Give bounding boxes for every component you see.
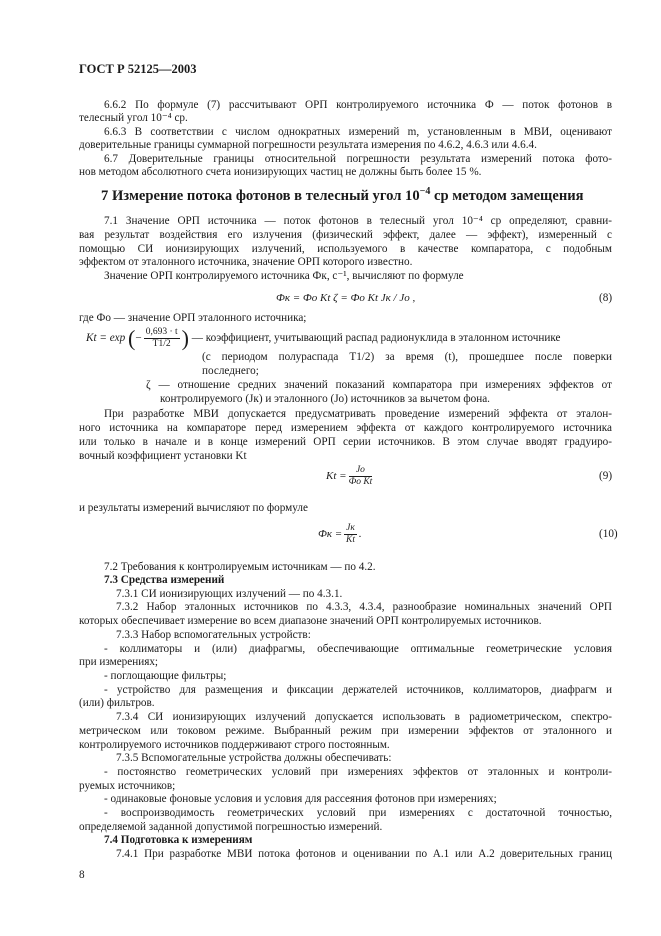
paragraph-7-3-2-line1: 7.3.2 Набор эталонных источников по 4.3.3, 4.3.4, разнообразие номинальных значений ОРП [116, 601, 612, 613]
bullet-holder-device-line2: (или) фильтров. [79, 697, 155, 709]
bullet-collimators-line2: при измерениях; [79, 656, 159, 668]
standard-header: ГОСТ Р 52125—2003 [79, 62, 197, 76]
bullet-filters: - поглощающие фильтры; [104, 670, 227, 682]
mvi-paragraph-line1: При разработке МВИ допускается предусматривать проведение измерений эффекта от эталон- [104, 408, 612, 420]
kt-formula-lhs: Kt = exp [86, 332, 126, 345]
equation-9-num: Jо [349, 465, 373, 477]
kt-fraction-num: 0,693 · t [145, 327, 178, 337]
zeta-definition-line2: контролируемого (Jк) и эталонного (Jо) источников за вычетом фона. [160, 393, 490, 405]
paragraph-6-6-2-line2: телесный угол 10⁻⁴ ср. [79, 112, 188, 124]
kt-fraction [144, 327, 180, 350]
equation-10-lhs: Фк = [318, 528, 343, 541]
equation-10-tail: . [358, 528, 362, 541]
paragraph-6-6-3-line1: 6.6.3 В соответствии с числом однократных измерений m, установленным в МВИ, оценивают [104, 126, 612, 138]
bullet-reproducibility-line2: определяемой заданной допустимой погрешностью измерений. [79, 821, 383, 833]
paragraph-7-3-2-line2: которых обеспечивает измерение во всем диапазоне значений ОРП контролируемых источников. [79, 615, 542, 627]
paragraph-6-7-line1: 6.7 Доверительные границы относительной погрешности результата измерений потока фото- [104, 153, 612, 165]
page-number: 8 [79, 869, 85, 881]
paragraph-7-3-4-line1: 7.3.4 СИ ионизирующих излучений допускается использовать в радиометрическом, спектро- [116, 711, 612, 723]
equation-10-number: (10) [599, 528, 618, 540]
paragraph-7-3-4-line3: контролируемого источников поддерживают строго постоянным. [79, 739, 390, 751]
paragraph-7-1-line1: 7.1 Значение ОРП источника — поток фотонов в телесный угол 10⁻⁴ ср определяют, сравни- [104, 215, 612, 227]
equation-10-den: Kt [346, 535, 355, 545]
subsection-7-3-title: 7.3 Средства измерений [104, 574, 225, 586]
bullet-background-conditions: - одинаковые фоновые условия и условия для рассеяния фотонов при измерениях; [104, 793, 497, 805]
bullet-reproducibility-line1: - воспроизводимость геометрических условий при измерениях с достаточной точностью, [104, 807, 612, 819]
zeta-definition-line1: ζ — отношение средних значений показаний компаратора при измерениях эффектов от [146, 379, 612, 391]
equation-9-den: Фо Kt [348, 477, 373, 487]
paragraph-6-6-2-line1: 6.6.2 По формуле (7) рассчитывают ОРП контролируемого источника Ф — поток фотонов в [104, 99, 612, 111]
equation-8-number: (8) [599, 292, 613, 304]
bullet-geometry-constancy-line1: - постоянство геометрических условий при измерениях эффектов от эталонных и контроли- [104, 766, 612, 778]
equation-9-lhs: Kt = [326, 470, 347, 483]
results-line: и результаты измерений вычисляют по формуле [79, 502, 308, 514]
paragraph-7-3-5: 7.3.5 Вспомогательные устройства должны обеспечивать: [116, 752, 392, 764]
paragraph-7-3-4-line2: метрическом или токовом режиме. Выбранный режим при измерении эффектов от эталонного и [79, 725, 612, 737]
paragraph-7-1-line2: вая результат воздействия его излучения (физический эффект, далее — эффект), измеренный с [79, 229, 612, 241]
bullet-collimators-line1: - коллиматоры и (или) диафрагмы, обеспечивающие оптимальные геометрические условия [104, 643, 612, 655]
bullet-holder-device-line1: - устройство для размещения и фиксации держателей источников, коллиматоров, диафрагм и [104, 684, 612, 696]
paragraph-7-1-line4: эффектом от эталонного источника, значение ОРП которого известно. [79, 256, 413, 268]
kt-description-line2: (с периодом полураспада T1/2) за время (t), прошедшее после поверки [202, 351, 612, 363]
mvi-paragraph-line3: или только в начале и в конце измерений ОРП серии источников. В этом случае вводят градуиро- [79, 436, 612, 448]
equation-8: Фк = Фо Kt ζ = Фо Kt Jк / Jо , [276, 292, 416, 304]
mvi-paragraph-line2: ного источника на компараторе перед измерением эффекта от каждого контролируемого источника [79, 422, 612, 434]
section-7-title: 7 Измерение потока фотонов в телесный угол $10^{-4}$ ср методом замещения [101, 186, 584, 204]
kt-description-line1: — коэффициент, учитывающий распад радионуклида в эталонном источнике [191, 332, 561, 345]
paragraph-7-3-3: 7.3.3 Набор вспомогательных устройств: [116, 629, 311, 641]
paragraph-7-1-line3: помощью СИ ионизирующих излучений, используемого в качестве компаратора, с подобным [79, 243, 612, 255]
kt-fraction-den: T1/2 [152, 339, 171, 349]
equation-9-fraction [349, 465, 373, 488]
paragraph-7-2: 7.2 Требования к контролируемым источникам — по 4.2. [104, 561, 376, 573]
right-paren-glyph: ) [181, 325, 189, 351]
subsection-7-4-title: 7.4 Подготовка к измерениям [104, 834, 253, 846]
equation-10 [318, 523, 362, 546]
paragraph-6-7-line2: нов методом абсолютного счета ионизирующих частиц не должны быть более 15 %. [79, 166, 482, 178]
mvi-paragraph-line4: вочный коэффициент установки Kt [79, 450, 247, 462]
paragraph-7-4-1: 7.4.1 При разработке МВИ потока фотонов и оценивании по А.1 или А.2 доверительных границ [116, 848, 612, 860]
paragraph-6-6-3-line2: доверительные границы суммарной погрешности результата измерения по 4.6.2, 4.6.3 или 4.6.4. [79, 139, 537, 151]
paragraph-7-3-1: 7.3.1 СИ ионизирующих излучений — по 4.3.1. [116, 588, 343, 600]
kt-description-line3: последнего; [202, 365, 259, 377]
left-paren-glyph: ( [128, 325, 136, 351]
equation-9-number: (9) [599, 470, 613, 482]
bullet-geometry-constancy-line2: руемых источников; [79, 780, 176, 792]
equation-10-fraction [344, 523, 357, 546]
paragraph-7-1-line5: Значение ОРП контролируемого источника Фк, с⁻¹, вычисляют по формуле [104, 270, 464, 282]
kt-definition: Kt = exp (− $\frac{0,693 \cdot t}{T1/2}$ ) — коэффициент, учитывающий распад радионуклида в эталонном источнике [86, 325, 561, 351]
equation-10-num: Jк [346, 523, 355, 533]
where-line1: где Фо — значение ОРП эталонного источника; [79, 312, 307, 324]
equation-9 [326, 465, 374, 488]
